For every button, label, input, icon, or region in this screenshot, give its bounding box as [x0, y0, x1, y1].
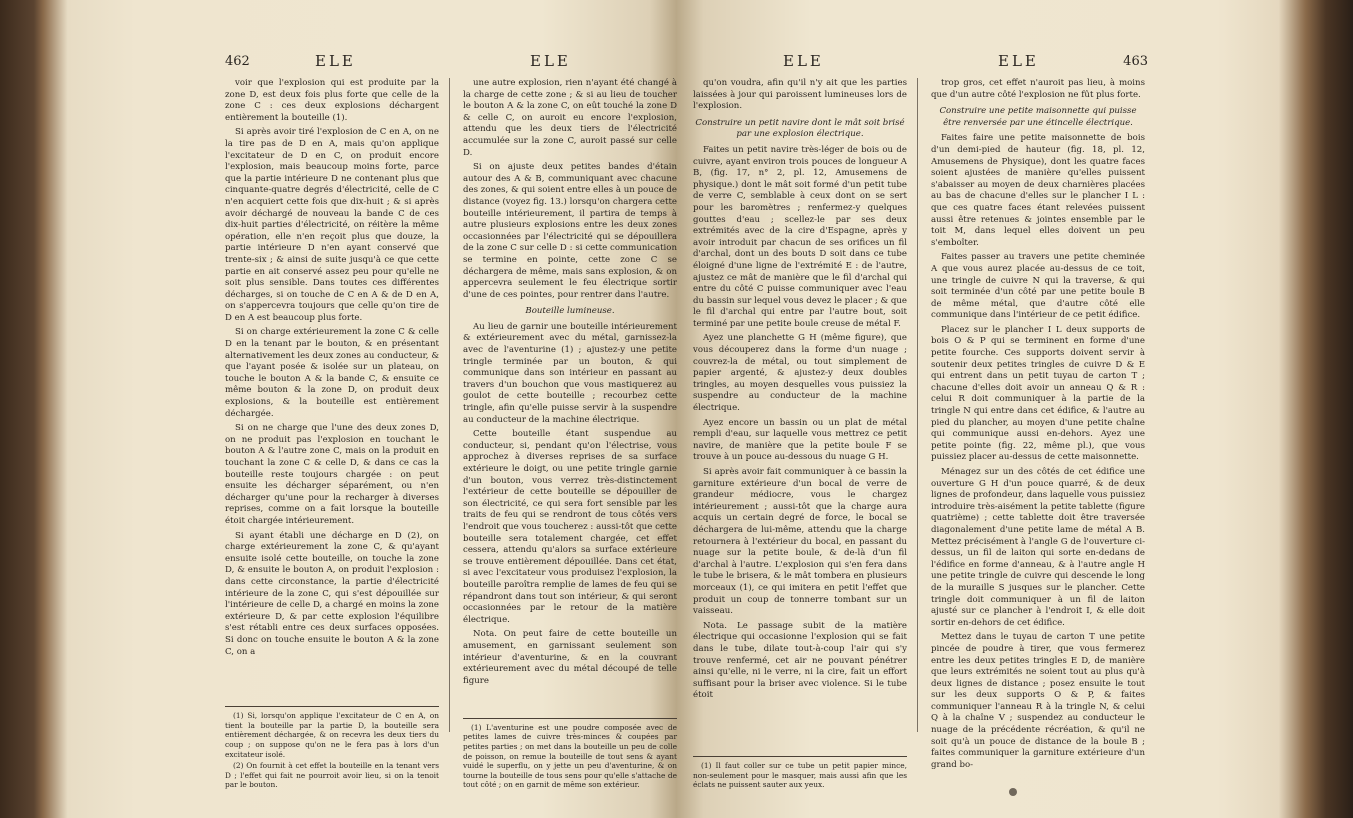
left-column-1: [225, 78, 439, 792]
running-title: ELE: [315, 52, 356, 70]
section-heading: Bouteille lumineuse.: [525, 306, 615, 317]
paragraph: Nota. On peut faire de cette bouteille un amusement, en garnissant seulement son intérieur d'aventurine, & en la couvrant extérieurement avec du métal découpé de telle figure: [463, 629, 677, 686]
paragraph: Ayez une planchette G H (même figure), que vous découperez dans la forme d'un nuage ; couvrez-la de métal, ou tout simplement de papier argenté, & ajustez-y deux doubles tringles, au moyen desquelles vous puissiez la suspendre au conducteur de la machine électrique.: [693, 333, 907, 414]
footnote: (1) Il faut coller sur ce tube un petit papier mince, non-seulement pour le masquer, mais aussi afin que les éclats ne puissent sauter aux yeux.: [693, 761, 907, 790]
paragraph: Faites passer au travers une petite cheminée A que vous aurez placée au-dessus de ce toit, une tringle de cuivre N qui la traverse, & qui soit terminée d'un côté par une petite boule B de même métal, que d'autre côté elle communique dans l'intérieur de ce petit édifice.: [931, 252, 1145, 321]
footnote: (2) On fournit à cet effet la bouteille en la tenant vers D ; l'effet qui fait ne pourroit avoir lieu, si on la tenoit par le bouton.: [225, 761, 439, 790]
right-page: [693, 52, 1148, 792]
page-number-left: 462: [225, 54, 250, 69]
paragraph: Faites faire une petite maisonnette de bois d'un demi-pied de hauteur (fig. 18, pl. 12, Amusemens de Physique), dont les quatre faces soient ajustées de manière qu'elles puissent s'abaisser au moyen de deux charnières placées au bas de chacune d'elles sur le plancher I L : que ces quatre faces étant relevées puissent aussi être retenues & jointes ensemble par le toit M, dans lequel elles doivent un peu s'emboîter.: [931, 133, 1145, 248]
running-title: ELE: [998, 52, 1039, 70]
column-divider: [449, 78, 450, 732]
paragraph: Si ayant établi une décharge en D (2), on charge extérieurement la zone C, & qu'ayant ensuite isolé cette bouteille, on touche la zone D, & ensuite le bouton A, on produit l'explosion : dans cette circonstance, la partie d'électricité intérieure de la zone C, qui s'est dépouillée sur l'intérieure de celle D, a chargé en moins la zone extérieure D, & par cette explosion l'équilibre s'est rétabli entre ces deux surfaces opposées. Si donc on touche ensuite le bouton A & la zone C, on a: [225, 530, 439, 657]
footnote: (1) Si, lorsqu'on applique l'excitateur de C en A, on tient la bouteille par la partie D, la bouteille sera entièrement déchargée, & on recevra les deux tiers du coup ; on suppose qu'on ne le fera pas à lors d'un excitateur isolé.: [225, 711, 439, 759]
paragraph: Si on ne charge que l'une des deux zones D, on ne produit pas l'explosion en touchant le bouton A & l'autre zone C, mais on la produit en touchant la zone C & celle D, & dans ce cas la bouteille reste toujours chargée : on peut ensuite les décharger séparément, ou n'en décharger qu'une pour la recharger à diverses reprises, comme on a fait lorsque la bouteille étoit chargée intérieurement.: [225, 423, 439, 526]
footnote: (1) L'aventurine est une poudre composée avec de petites lames de cuivre très-minces & coupées par petites parties ; on met dans la bouteille un peu de colle de poisson, on remue la bouteille de tout sens & ayant vuidé le superflu, on y jette un peu d'aventurine, & on tourne la bouteille de tous sens pour qu'elle s'attache de tout côté ; on en garnit de même son extérieur.: [463, 722, 677, 790]
running-head-left: [225, 52, 680, 74]
section-heading: Construire une petite maisonnette qui puisse être renversée par une étincelle électrique.: [939, 106, 1137, 128]
paragraph: Ayez encore un bassin ou un plat de métal rempli d'eau, sur laquelle vous mettrez ce petit navire, de manière que la petite boule F se trouve à un pouce au-dessous du nuage G H.: [693, 417, 907, 463]
paragraph: Au lieu de garnir une bouteille intérieurement & extérieurement avec du métal, garnissez-la avec de l'aventurine (1) ; ajustez-y une petite tringle terminée par un bouton, & qui communique dans son intérieur en passant au travers d'un bouchon que vous mastiquerez au goulot de cette bouteille ; recourbez cette tringle, afin qu'elle puisse servir à la suspendre au conducteur de la machine électrique.: [463, 321, 677, 425]
paragraph: Si après avoir tiré l'explosion de C en A, on ne la tire pas de D en A, mais qu'on applique l'excitateur de D en C, on produit encore l'explosion, mais beaucoup moins forte, parce que la partie intérieure D ne contenant plus que cinquante-quatre degrés d'électricité, celle de C n'en acquiert cette fois que dix-huit ; & si après avoir déchargé de nouveau la bande C de ces dix-huit parties d'électricité, on réitère la même opération, elle n'en reçoit plus que douze, la partie intérieure D n'en ayant conservé que trente-six ; & ainsi de suite jusqu'à ce que cette partie en ait conservé assez peu pour qu'elle ne soit plus sensible. Dans toutes ces différentes décharges, si on touche de C en A & de D en A, on s'appercevra toujours que celle qu'on tire de D en A est beaucoup plus forte.: [225, 127, 439, 323]
footnotes-left-col1: [225, 706, 439, 792]
running-title: ELE: [530, 52, 571, 70]
right-column-2: [931, 78, 1145, 792]
section-heading: Construire un petit navire dont le mât soit brisé par une explosion électrique.: [695, 117, 905, 140]
footnotes-right-col1: [693, 756, 907, 792]
left-page: [225, 52, 680, 792]
paragraph: Placez sur le plancher I L deux supports de bois O & P qui se terminent en forme d'une petite fourche. Ces supports doivent servir à soutenir deux petites tringles de cuivre D & E qui entrent dans un petit tuyau de carton T ; chacune d'elles doit avoir un anneau Q & R : celui R doit communiquer à la partie de la tringle N qui entre dans cet édifice, & l'autre au pied du plancher, au moyen d'une petite chaîne qui communique aussi en-dehors. Ayez une petite pointe (fig. 22, même pl.), que vous puissiez placer au-dessus de cette maisonnette.: [931, 324, 1145, 463]
left-column-2: [463, 78, 677, 792]
running-head-right: [693, 52, 1148, 74]
paragraph: Nota. Le passage subit de la matière électrique qui occasionne l'explosion qui se fait dans le tube, dilate tout-à-coup l'air qui s'y trouve renfermé, cet air ne pouvant pénétrer ainsi qu'elle, ni le verre, ni la cire, fait un effort suffisant pour la briser avec violence. Si le tube étoit: [693, 620, 907, 701]
paragraph: Faites un petit navire très-léger de bois ou de cuivre, ayant environ trois pouces de longueur A B, (fig. 17, n° 2, pl. 12, Amusemens de physique.) dont le mât soit formé d'un petit tube de verre C, semblable à ceux dont on se sert pour les baromètres ; renfermez-y quelques gouttes d'eau ; scellez-le par ses deux extrémités avec de la cire d'Espagne, après y avoir introduit par chacun de ses orifices un fil d'archal, dont un des bouts D soit dans ce tube éloigné d'une ligne de l'extrémité E : de l'autre, ajustez ce mât de manière que le fil d'archal qui entre du côté C puisse communiquer avec l'eau du bassin sur lequel vous devez le placer ; & que le fil d'archal qui entre par l'autre bout, soit terminé par une petite boule creuse de métal F.: [693, 144, 907, 329]
paragraph: Si on ajuste deux petites bandes d'étain autour des A & B, communiquant avec chacune des zones, & qui soient entre elles à un pouce de distance (voyez fig. 13.) lorsqu'on chargera cette bouteille intérieurement, il partira de temps à autre plusieurs explosions entre les deux zones occasionnées par l'électricité qui se dépouillera de la zone C sur celle D : si cette communication se termine en pointe, cette zone C se déchargera de même, mais sans explosion, & on appercevra seulement le feu électrique sortir d'une de ces pointes, pour rentrer dans l'autre.: [463, 162, 677, 300]
paragraph: Ménagez sur un des côtés de cet édifice une ouverture G H d'un pouce quarré, & de deux lignes de profondeur, dans laquelle vous puissiez introduire très-aisément la petite tablette (figure quatrième) ; cette tablette doit être traversée diagonalement d'une petite lame de métal A B. Mettez précisément à l'angle G de l'ouverture ci-dessus, un fil de laiton qui sorte en-dedans de l'édifice en forme d'anneau, & à l'autre angle H une petite tringle de cuivre qui descende le long de la muraille S jusques sur le plancher. Cette tringle doit communiquer à un fil de laiton ajusté sur ce plancher à l'endroit I, & elle doit sortir en-dehors de cet édifice.: [931, 467, 1145, 628]
paragraph: voir que l'explosion qui est produite par la zone D, est deux fois plus forte que celle de la zone C : ces deux explosions déchargent entièrement la bouteille (1).: [225, 78, 439, 123]
paragraph: une autre explosion, rien n'ayant été changé à la charge de cette zone ; & si au lieu de toucher le bouton A & la zone C, on eût touché la zone D & celle C, on auroit eu encore l'explosion, attendu que les deux tiers de l'électricité accumulée sur la zone C, auroit passé sur celle D.: [463, 78, 677, 158]
paragraph: trop gros, cet effet n'auroit pas lieu, à moins que d'un autre côté l'explosion ne fût plus forte.: [931, 78, 1145, 100]
paragraph: Si on charge extérieurement la zone C & celle D en la tenant par le bouton, & en présentant alternativement les deux zones au conducteur, & que l'ayant posée & isolée sur un plateau, on touche le bouton A & la bande C, & ensuite ce même bouton & la zone D, on produit deux explosions, & la bouteille est entièrement déchargée.: [225, 327, 439, 419]
column-divider: [917, 78, 918, 732]
paragraph: Cette bouteille étant suspendue au conducteur, si, pendant qu'on l'électrise, vous approchez à diverses reprises de sa surface extérieure le doigt, ou une petite tringle garnie d'un bouton, vous verrez très-distinctement l'extérieur de cette bouteille se dépouiller de son électricité, ce qui sera fort sensible par les traits de feu qui se rendront de tous côtés vers l'endroit que vous toucherez : aussi-tôt que cette bouteille sera totalement chargée, cet effet cessera, attendu qu'alors sa surface extérieure se trouve entièrement dépouillée. Dans cet état, si avec l'excitateur vous produisez l'explosion, la bouteille paroîtra remplie de lames de feu qui se répandront dans tout son intérieur, & qui seront occasionnées par le retour de la matière électrique.: [463, 429, 677, 625]
paragraph: Mettez dans le tuyau de carton T une petite pincée de poudre à tirer, que vous fermerez entre les deux petites tringles E D, de manière que leurs extrémités ne soient tout au plus qu'à deux lignes de distance ; posez ensuite le tout sur les deux supports O & P, & faites communiquer l'anneau R à la tringle N, & celui Q à la chaîne V ; suspendez au conducteur le nuage de la précédente récréation, & qu'il ne soit qu'à un pouce de distance de la boule B ; faites communiquer la garniture extérieure d'un grand bo-: [931, 632, 1145, 770]
paragraph: Si après avoir fait communiquer à ce bassin la garniture extérieure d'un bocal de verre de grandeur médiocre, vous le chargez intérieurement ; aussi-tôt que la charge aura acquis un certain degré de force, le bocal se déchargera de lui-même, attendu que la charge retournera à l'extérieur du bocal, en passant du nuage sur la petite boule, & de-là d'un fil d'archal à l'autre. L'explosion qui s'en fera dans le tube le brisera, & le mât tombera en plusieurs morceaux (1), ce qui imitera en petit l'effet que produit un coup de tonnerre tombant sur un vaisseau.: [693, 467, 907, 617]
ink-stain: [1009, 788, 1017, 796]
paragraph: qu'on voudra, afin qu'il n'y ait que les parties laissées à jour qui paroissent lumineuses lors de l'explosion.: [693, 78, 907, 112]
footnotes-left-col2: [463, 718, 677, 792]
right-column-1: [693, 78, 907, 792]
page-number-right: 463: [1123, 54, 1148, 69]
running-title: ELE: [783, 52, 824, 70]
